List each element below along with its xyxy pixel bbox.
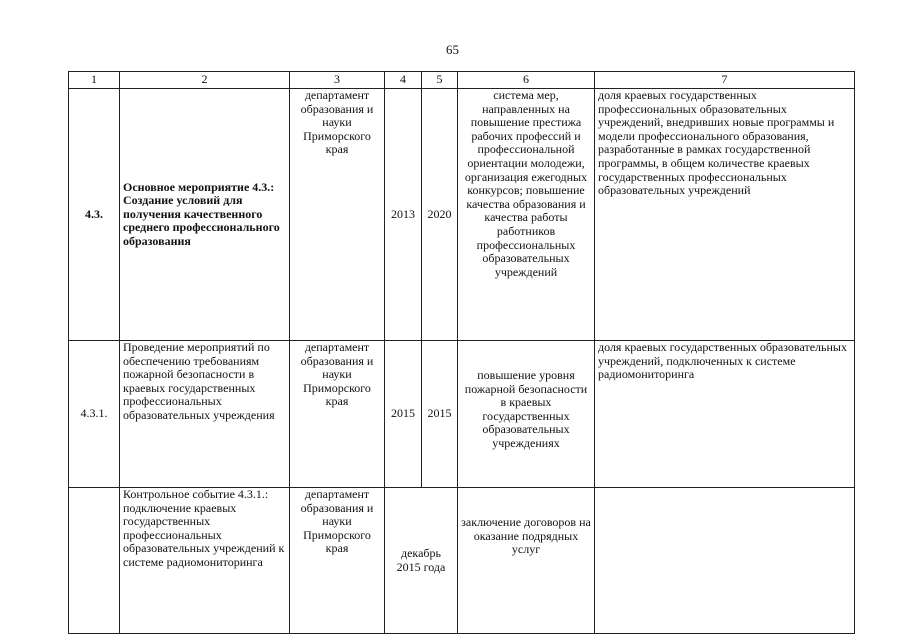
activity-name: Проведение мероприятий по обеспечению требованиям пожарной безопасности в краевых государственных профессиональных образовательных учреждения <box>120 341 290 488</box>
end-year: 2020 <box>422 89 458 341</box>
row-number <box>69 488 120 634</box>
header-cell-5: 5 <box>422 72 458 89</box>
table-row <box>69 488 855 634</box>
table-row <box>69 341 855 488</box>
executor: департамент образования и науки Приморского края <box>290 488 385 634</box>
expected-result: система мер, направленных на повышение престижа рабочих профессий и профессиональной ориентации молодежи, организация ежегодных конкурсов; повышение качества образования и качества работы работников профессиональных образовательных учреждений <box>458 89 595 341</box>
row-number: 4.3. <box>69 89 120 341</box>
header-cell-7: 7 <box>595 72 855 89</box>
start-year: 2015 <box>385 341 422 488</box>
indicator: доля краевых государственных профессиональных образовательных учреждений, внедривших новые программы и модели профессионального образования, разработанные в рамках государственной программы, в общем количестве краевых государственных профессиональных образовательных учреждений <box>595 89 855 341</box>
activity-table <box>68 71 855 634</box>
row-number: 4.3.1. <box>69 341 120 488</box>
header-cell-1: 1 <box>69 72 120 89</box>
header-cell-4: 4 <box>385 72 422 89</box>
control-date: декабрь 2015 года <box>385 488 458 634</box>
executor: департамент образования и науки Приморского края <box>290 89 385 341</box>
table-row <box>69 89 855 341</box>
page-number: 65 <box>446 42 459 57</box>
header-cell-3: 3 <box>290 72 385 89</box>
header-cell-2: 2 <box>120 72 290 89</box>
activity-name: Основное мероприятие 4.3.: Создание условий для получения качественного среднего профессионального образования <box>120 89 290 341</box>
activity-name: Контрольное событие 4.3.1.: подключение краевых государственных профессиональных образовательных учреждений к системе радиомониторинга <box>120 488 290 634</box>
expected-result: заключение договоров на оказание подрядных услуг <box>458 488 595 634</box>
start-year: 2013 <box>385 89 422 341</box>
header-cell-6: 6 <box>458 72 595 89</box>
indicator: доля краевых государственных образовательных учреждений, подключенных к системе радиомониторинга <box>595 341 855 488</box>
indicator <box>595 488 855 634</box>
expected-result: повышение уровня пожарной безопасности в краевых государственных образовательных учреждениях <box>458 341 595 488</box>
executor: департамент образования и науки Приморского края <box>290 341 385 488</box>
table-header-row <box>69 72 855 89</box>
end-year: 2015 <box>422 341 458 488</box>
